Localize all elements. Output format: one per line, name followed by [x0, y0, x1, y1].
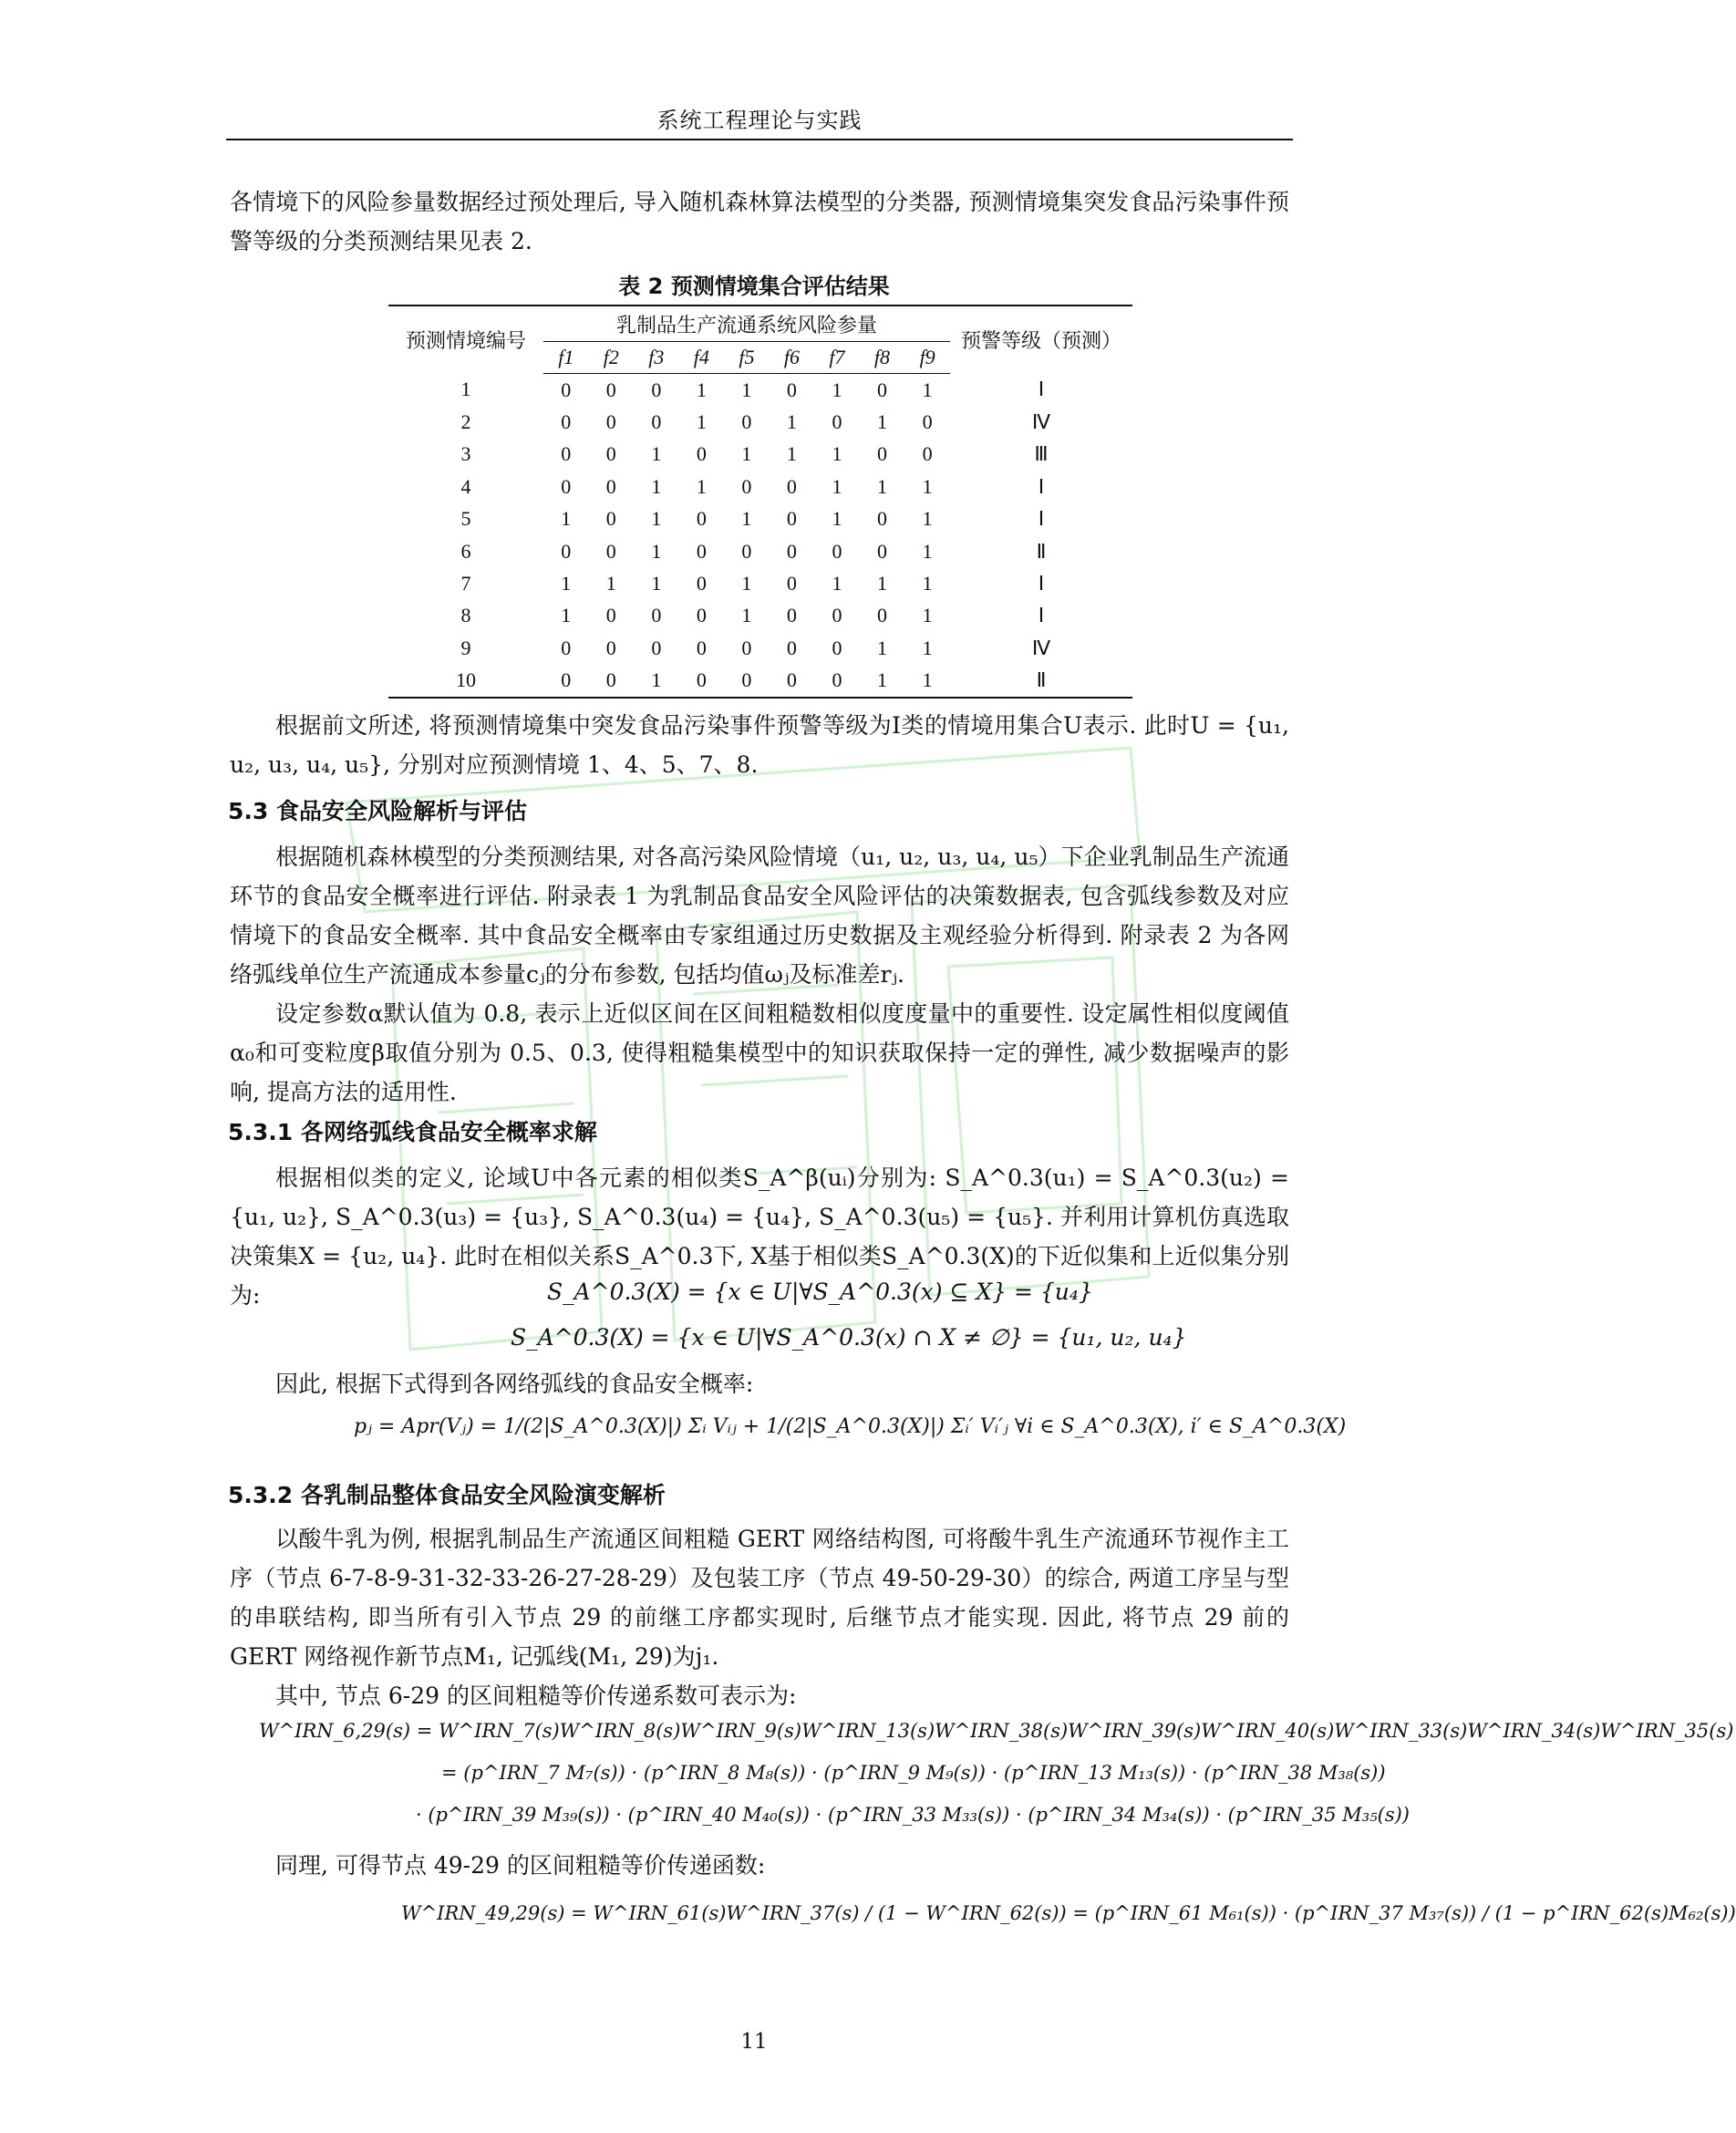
param-value-cell: 1: [561, 572, 572, 595]
param-value-cell: 0: [651, 410, 662, 434]
param-value-cell: 0: [876, 507, 887, 531]
param-value-cell: 0: [543, 665, 589, 698]
equation-upper-approx: S_A^0.3(X) = {x ∈ U|∀S_A^0.3(x) ∩ X ≠ ∅} = {u₁, u₂, u₄}: [511, 1324, 1187, 1351]
param-value-cell: 0: [786, 378, 797, 401]
table-row: [388, 406, 1132, 438]
scenario-id-cell: 6: [460, 539, 471, 563]
scenario-id-cell: 3: [460, 442, 471, 466]
param-value-cell: 1: [605, 572, 616, 595]
param-value-cell: 1: [922, 636, 933, 659]
para-5-3-2-b: 其中, 节点 6-29 的区间粗糙等价传递系数可表示为:: [275, 1683, 797, 1709]
param-value-cell: 0: [741, 636, 752, 659]
table-row: [388, 632, 1132, 664]
param-value-cell: 1: [922, 378, 933, 401]
equation-probability: pⱼ = Apr(Vⱼ) = 1/(2|S_A^0.3(X)|) Σᵢ Vᵢⱼ + 1/(2|S_A^0.3(X)|) Σᵢ′ Vᵢ′ⱼ ∀i ∈ S_A^0.3(X), i′ ∈ S_A^0.3(X): [354, 1415, 1347, 1438]
scenario-id-cell: 7: [460, 572, 471, 595]
param-value-cell: 0: [696, 539, 707, 563]
scenario-id-cell: 10: [388, 665, 543, 698]
param-value-cell: 1: [651, 539, 662, 563]
param-value-cell: 1: [922, 507, 933, 531]
param-value-cell: 0: [605, 604, 616, 627]
table-row: [388, 471, 1132, 502]
param-value-cell: 0: [922, 410, 933, 434]
param-value-cell: 1: [832, 442, 842, 466]
col-scenario-header: 预测情境编号: [388, 305, 543, 374]
param-value-cell: 1: [876, 474, 887, 498]
param-header-f6: f6: [770, 342, 815, 374]
param-value-cell: 0: [605, 507, 616, 531]
para-5-3-b: 设定参数α默认值为 0.8, 表示上近似区间在区间粗糙数相似度度量中的重要性. 设定属性相似度阈值α₀和可变粒度β取值分别为 0.5、0.3, 使得粗糙集模型中的知识获取保持一定的弹性, 减少数据噪声的影响, 提高方法的适用性.: [230, 1000, 1289, 1105]
param-value-cell: 0: [605, 636, 616, 659]
param-value-cell: 0: [724, 665, 770, 698]
param-value-cell: 1: [696, 378, 707, 401]
header-rule: [226, 139, 1293, 140]
warning-level-cell: Ⅱ: [1036, 539, 1047, 563]
param-value-cell: 0: [922, 442, 933, 466]
param-value-cell: 0: [605, 474, 616, 498]
param-value-cell: 0: [696, 604, 707, 627]
param-value-cell: 1: [696, 474, 707, 498]
param-value-cell: 1: [741, 378, 752, 401]
param-value-cell: 0: [832, 604, 842, 627]
scenario-id-cell: 1: [460, 378, 471, 401]
table-row: [388, 374, 1132, 407]
param-value-cell: 1: [832, 474, 842, 498]
param-value-cell: 0: [876, 604, 887, 627]
running-head: 系统工程理论与实践: [656, 108, 863, 133]
table-row: [388, 503, 1132, 535]
param-header-f8: f8: [860, 342, 905, 374]
param-value-cell: 0: [741, 474, 752, 498]
param-value-cell: 1: [876, 410, 887, 434]
param-value-cell: 0: [786, 604, 797, 627]
table-row: [388, 567, 1132, 599]
param-value-cell: 1: [741, 507, 752, 531]
param-value-cell: 1: [922, 539, 933, 563]
param-value-cell: 1: [786, 410, 797, 434]
param-value-cell: 0: [832, 410, 842, 434]
scenario-id-cell: 8: [460, 604, 471, 627]
param-value-cell: 1: [922, 604, 933, 627]
para-after-table: 根据前文所述, 将预测情境集中突发食品污染事件预警等级为Ⅰ类的情境用集合U表示. 此时U = {u₁, u₂, u₃, u₄, u₅}, 分别对应预测情境 1、4、5、7、8.: [230, 712, 1289, 778]
param-value-cell: 1: [904, 665, 950, 698]
equation-w629-line2: = (p^IRN_7 M₇(s)) · (p^IRN_8 M₈(s)) · (p^IRN_9 M₉(s)) · (p^IRN_13 M₁₃(s)) · (p^IRN_38 M₃₈(s)): [441, 1762, 1386, 1784]
para-5-3-a: 根据随机森林模型的分类预测结果, 对各高污染风险情境（u₁, u₂, u₃, u₄, u₅）下企业乳制品生产流通环节的食品安全概率进行评估. 附录表 1 为乳制品食品安全风险评估的决策数据表, 包含弧线参数及对应情境下的食品安全概率. 其中食品安全概率由专家组通过历史数据及主观经验分析得到. 附录表 2 为各网络弧线单位生产流通成本参量cⱼ的分布参数, 包括均值ωⱼ及标准差rⱼ.: [230, 844, 1289, 988]
para-similarly: 同理, 可得节点 49-29 的区间粗糙等价传递函数:: [275, 1852, 766, 1879]
section-5-3-title: 5.3 食品安全风险解析与评估: [228, 798, 527, 824]
param-header-f1: f1: [543, 342, 589, 374]
param-value-cell: 1: [832, 378, 842, 401]
param-header-f3: f3: [634, 342, 679, 374]
warning-level-cell: Ⅳ: [1031, 410, 1051, 434]
param-value-cell: 0: [605, 539, 616, 563]
param-value-cell: 1: [876, 572, 887, 595]
table-row: [388, 665, 1132, 698]
warning-level-cell: Ⅰ: [1038, 572, 1045, 595]
param-value-cell: 0: [561, 378, 572, 401]
para-5-3-1-a: 根据相似类的定义, 论域U中各元素的相似类S_A^β(uᵢ)分别为: S_A^0.3(u₁) = S_A^0.3(u₂) = {u₁, u₂}, S_A^0.3(u₃) = {u₃}, S_A^0.3(u₄) = {u₄}, S_A^0.3(u₅) = {u₅}. 并利用计算机仿真选取决策集X = {u₂, u₄}. 此时在相似关系S_A^0.3下, X基于相似类S_A^0.3(X)的下近似集和上近似集分别为:: [230, 1165, 1289, 1309]
warning-level-cell: Ⅰ: [1038, 378, 1045, 401]
param-value-cell: 0: [605, 378, 616, 401]
param-value-cell: 0: [814, 665, 860, 698]
scenario-id-cell: 9: [460, 636, 471, 659]
param-value-cell: 0: [605, 442, 616, 466]
table-row: [388, 600, 1132, 632]
param-header-f4: f4: [679, 342, 725, 374]
param-value-cell: 1: [634, 665, 679, 698]
param-value-cell: 1: [651, 474, 662, 498]
table-body: [388, 374, 1132, 698]
param-value-cell: 0: [561, 636, 572, 659]
param-value-cell: 0: [832, 539, 842, 563]
warning-level-cell: Ⅰ: [1038, 474, 1045, 498]
param-value-cell: 0: [561, 442, 572, 466]
equation-w629-line3: · (p^IRN_39 M₃₉(s)) · (p^IRN_40 M₄₀(s)) · (p^IRN_33 M₃₃(s)) · (p^IRN_34 M₃₄(s)) · (p^IRN_35 M₃₅(s)): [416, 1804, 1410, 1826]
param-value-cell: 0: [876, 378, 887, 401]
param-value-cell: 1: [741, 604, 752, 627]
param-value-cell: 0: [589, 665, 635, 698]
param-value-cell: 1: [651, 507, 662, 531]
param-value-cell: 1: [922, 474, 933, 498]
param-value-cell: 1: [786, 442, 797, 466]
param-value-cell: 0: [770, 665, 815, 698]
section-5-3-1-title: 5.3.1 各网络弧线食品安全概率求解: [228, 1119, 597, 1145]
equation-w629-line1: W^IRN_6,29(s) = W^IRN_7(s)W^IRN_8(s)W^IRN_9(s)W^IRN_13(s)W^IRN_38(s)W^IRN_39(s)W^IRN_40(s)W^IRN_33(s)W^IRN_34(s)W^IRN_35(s): [259, 1720, 1734, 1742]
col-param-group-header: 乳制品生产流通系统风险参量: [543, 305, 950, 342]
param-value-cell: 1: [651, 442, 662, 466]
param-header-f2: f2: [589, 342, 635, 374]
param-header-f7: f7: [814, 342, 860, 374]
param-header-f5: f5: [724, 342, 770, 374]
param-value-cell: 0: [786, 572, 797, 595]
param-value-cell: 0: [561, 539, 572, 563]
para-therefore: 因此, 根据下式得到各网络弧线的食品安全概率:: [275, 1371, 754, 1397]
param-value-cell: 1: [741, 442, 752, 466]
param-value-cell: 1: [696, 410, 707, 434]
para-5-3-2-a: 以酸牛乳为例, 根据乳制品生产流通区间粗糙 GERT 网络结构图, 可将酸牛乳生产流通环节视作主工序（节点 6-7-8-9-31-32-33-26-27-28-29）及包装工序（节点 49-50-29-30）的综合, 两道工序呈与型的串联结构, 即当所有引入节点 29 的前继工序都实现时, 后继节点才能实现. 因此, 将节点 29 前的 GERT 网络视作新节点M₁, 记弧线(M₁, 29)为j₁.: [230, 1526, 1289, 1670]
param-value-cell: 1: [922, 572, 933, 595]
param-value-cell: 0: [832, 636, 842, 659]
param-value-cell: 0: [651, 604, 662, 627]
table-row: [388, 535, 1132, 567]
param-header-f9: f9: [904, 342, 950, 374]
param-value-cell: 0: [605, 410, 616, 434]
scenario-id-cell: 2: [460, 410, 471, 434]
param-value-cell: 0: [696, 636, 707, 659]
equation-lower-approx: S_A^0.3(X) = {x ∈ U|∀S_A^0.3(x) ⊆ X} = {u₄}: [547, 1279, 1093, 1305]
warning-level-cell: Ⅲ: [1034, 442, 1049, 466]
param-value-cell: 0: [561, 410, 572, 434]
param-value-cell: 0: [876, 442, 887, 466]
param-value-cell: 0: [786, 474, 797, 498]
param-value-cell: 0: [679, 665, 725, 698]
equation-w4929: W^IRN_49,29(s) = W^IRN_61(s)W^IRN_37(s) / (1 − W^IRN_62(s)) = (p^IRN_61 M₆₁(s)) · (p^IRN_37 M₃₇(s)) / (1 − p^IRN_62(s)M₆₂(s)): [401, 1902, 1736, 1924]
scenario-id-cell: 5: [460, 507, 471, 531]
param-value-cell: 0: [561, 474, 572, 498]
param-value-cell: 0: [786, 636, 797, 659]
param-value-cell: 1: [651, 572, 662, 595]
param-value-cell: 1: [741, 572, 752, 595]
param-value-cell: 1: [561, 507, 572, 531]
param-value-cell: 0: [876, 539, 887, 563]
param-value-cell: 0: [786, 539, 797, 563]
warning-level-cell: Ⅰ: [1038, 507, 1045, 531]
section-5-3-2-title: 5.3.2 各乳制品整体食品安全风险演变解析: [228, 1482, 666, 1508]
scenario-id-cell: 4: [460, 474, 471, 498]
param-value-cell: 0: [651, 636, 662, 659]
param-value-cell: 0: [651, 378, 662, 401]
param-value-cell: 0: [696, 442, 707, 466]
warning-level-cell: Ⅱ: [950, 665, 1132, 698]
table-row: [388, 439, 1132, 471]
results-table: [388, 305, 1132, 699]
param-value-cell: 1: [561, 604, 572, 627]
intro-paragraph: 各情境下的风险参量数据经过预处理后, 导入随机森林算法模型的分类器, 预测情境集突发食品污染事件预警等级的分类预测结果见表 2.: [230, 189, 1289, 254]
param-value-cell: 1: [832, 572, 842, 595]
param-value-cell: 0: [741, 410, 752, 434]
table-caption: 表 2 预测情境集合评估结果: [618, 274, 890, 299]
param-value-cell: 1: [860, 665, 905, 698]
param-value-cell: 1: [832, 507, 842, 531]
param-value-cell: 0: [741, 539, 752, 563]
page-number: 11: [740, 2030, 768, 2054]
col-level-header: 预警等级（预测）: [950, 305, 1132, 374]
param-value-cell: 0: [696, 507, 707, 531]
param-value-cell: 0: [696, 572, 707, 595]
param-value-cell: 0: [786, 507, 797, 531]
warning-level-cell: Ⅳ: [1031, 636, 1051, 659]
warning-level-cell: Ⅰ: [1038, 604, 1045, 627]
param-value-cell: 1: [876, 636, 887, 659]
